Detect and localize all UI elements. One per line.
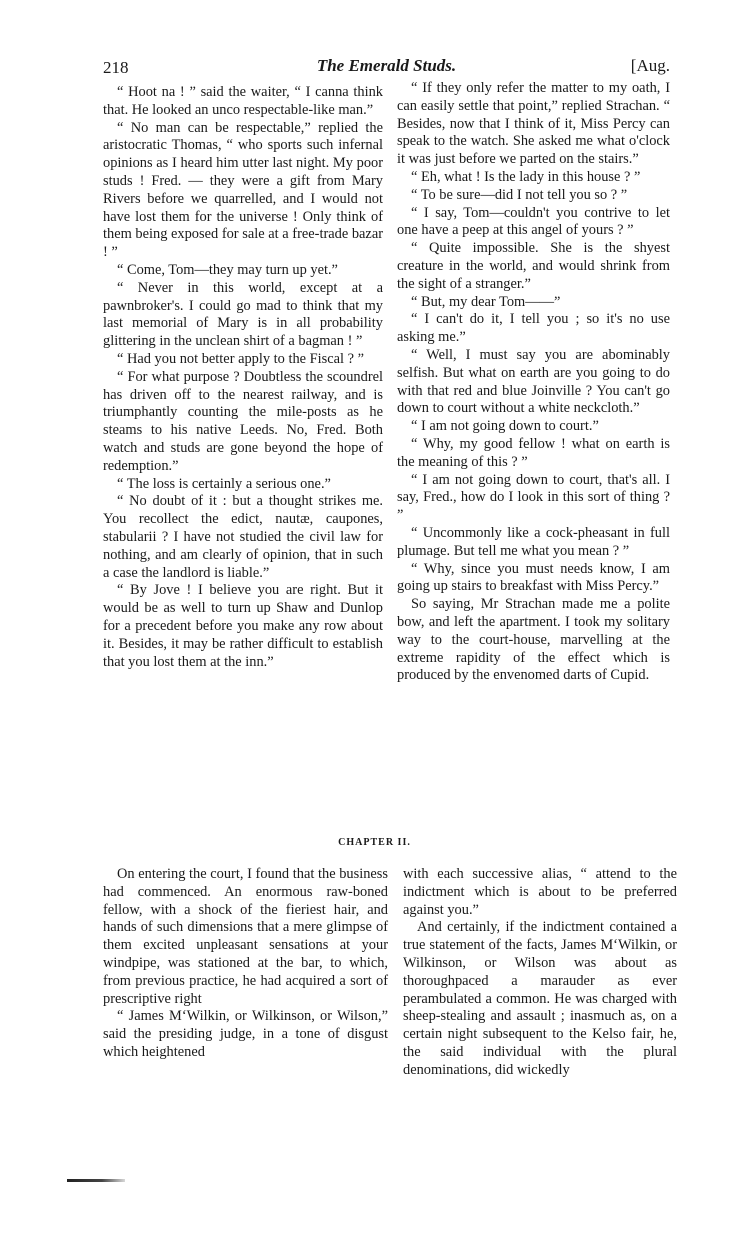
paragraph: “ Hoot na ! ” said the waiter, “ I canna think that. He looked an unco respectable-like man.” [103,84,383,118]
paragraph: “ For what purpose ? Doubtless the scoundrel has driven off to the nearest railway, and is triumphantly counting the mile-posts as he steams to his native Leeds. No, Fred. Both watch and studs are gone beyond the hope of redemption.” [103,368,383,474]
lower-left-column [103,866,388,1062]
paragraph: “ I am not going down to court.” [411,418,599,435]
paragraph: “ But, my dear Tom——” [411,293,561,310]
issue-month: [Aug. [630,56,670,75]
paragraph: “ Had you not better apply to the Fiscal ? ” [117,350,364,367]
paragraph: “ Uncommonly like a cock-pheasant in full plumage. But tell me what you mean ? ” [397,524,670,559]
lower-right-column [403,866,677,1080]
running-header [103,54,670,82]
paragraph: “ To be sure—did I not tell you so ? ” [411,186,628,203]
page-number: 218 [103,58,129,77]
paragraph: with each successive alias, “ attend to the indictment which is about to be preferred against you.” [403,866,677,918]
upper-right-column [397,80,670,685]
chapter-heading: CHAPTER II. [338,837,411,848]
paragraph: “ Why, my good fellow ! what on earth is the meaning of this ? ” [397,435,670,470]
upper-left-column [103,84,383,671]
paragraph: “ No doubt of it : but a thought strikes me. You recollect the edict, nautæ, caupones, stabularii ? I have not studied the civil law for nothing, and am clearly of opinion, that in such a case the landlord is liable.” [103,493,383,581]
paragraph: And certainly, if the indictment contained a true statement of the facts, James M‘Wilkin, or Wilkinson, or Wilson was about as thoroughpaced a marauder as ever perambulated a common. He was charged with sheep-stealing and assault ; inasmuch as, on a certain night subsequent to the Kelso fair, he, the said individual with the plural denominations, did wickedly [403,919,677,1078]
paragraph: “ If they only refer the matter to my oath, I can easily settle that point,” replied Strachan. “ Besides, now that I think of it, Miss Percy can speak to the watch. She asked me what o'clock it was just before we parted on the stairs.” [397,80,670,168]
paragraph: “ No man can be respectable,” replied the aristocratic Thomas, “ who sports such infernal opinions as I heard him utter last night. My poor studs ! Fred. — they were a gift from Mary Rivers before we quarrelled, and I would not have lost them for the universe ! Only think of them being exposed for sale at a free-trade bazar ! ” [103,119,383,261]
paragraph: So saying, Mr Strachan made me a polite bow, and left the apartment. I took my solitary way to the court-house, marvelling at the extreme rapidity of the effect which is produced by the envenomed darts of Cupid. [397,596,670,684]
paragraph: “ Why, since you must needs know, I am going up stairs to breakfast with Miss Percy.” [397,560,670,595]
paragraph: “ The loss is certainly a serious one.” [117,475,331,492]
paragraph: “ I am not going down to court, that's all. I say, Fred., how do I look in this sort of thing ? ” [397,471,670,524]
paragraph: “ I can't do it, I tell you ; so it's no use asking me.” [397,311,670,346]
running-title: The Emerald Studs. [316,56,457,75]
paragraph: “ Never in this world, except at a pawnbroker's. I could go mad to think that my last memorial of Mary is in all probability glittering in the unclean shirt of a bagman ! ” [103,279,383,350]
paragraph: “ I say, Tom—couldn't you contrive to let one have a peep at this angel of yours ? ” [397,204,670,239]
footer-rule [67,1179,125,1182]
paragraph: “ Quite impossible. She is the shyest creature in the world, and would shrink from the sight of a stranger.” [397,240,670,292]
paragraph: On entering the court, I found that the business had commenced. An enormous raw-boned fellow, with a shock of the fieriest hair, and hands of such dimensions that a mere glimpse of them excited unpleasant sensations at your windpipe, was stationed at the bar, to which, from previous practice, he had acquired a sort of prescriptive right [103,866,388,1007]
paragraph: “ Well, I must say you are abominably selfish. But what on earth are you going to do with that red and blue Joinville ? You can't go down to court without a white neckcloth.” [397,346,670,417]
paragraph: “ Come, Tom—they may turn up yet.” [117,261,338,278]
paragraph: “ Eh, what ! Is the lady in this house ? ” [411,168,641,185]
paragraph: “ James M‘Wilkin, or Wilkinson, or Wilson,” said the presiding judge, in a tone of disgust which heightened [103,1008,388,1060]
paragraph: “ By Jove ! I believe you are right. But it would be as well to turn up Shaw and Dunlop for a precedent before you make any row about it. Besides, it may be rather difficult to establish that you lost them at the inn.” [103,582,383,670]
